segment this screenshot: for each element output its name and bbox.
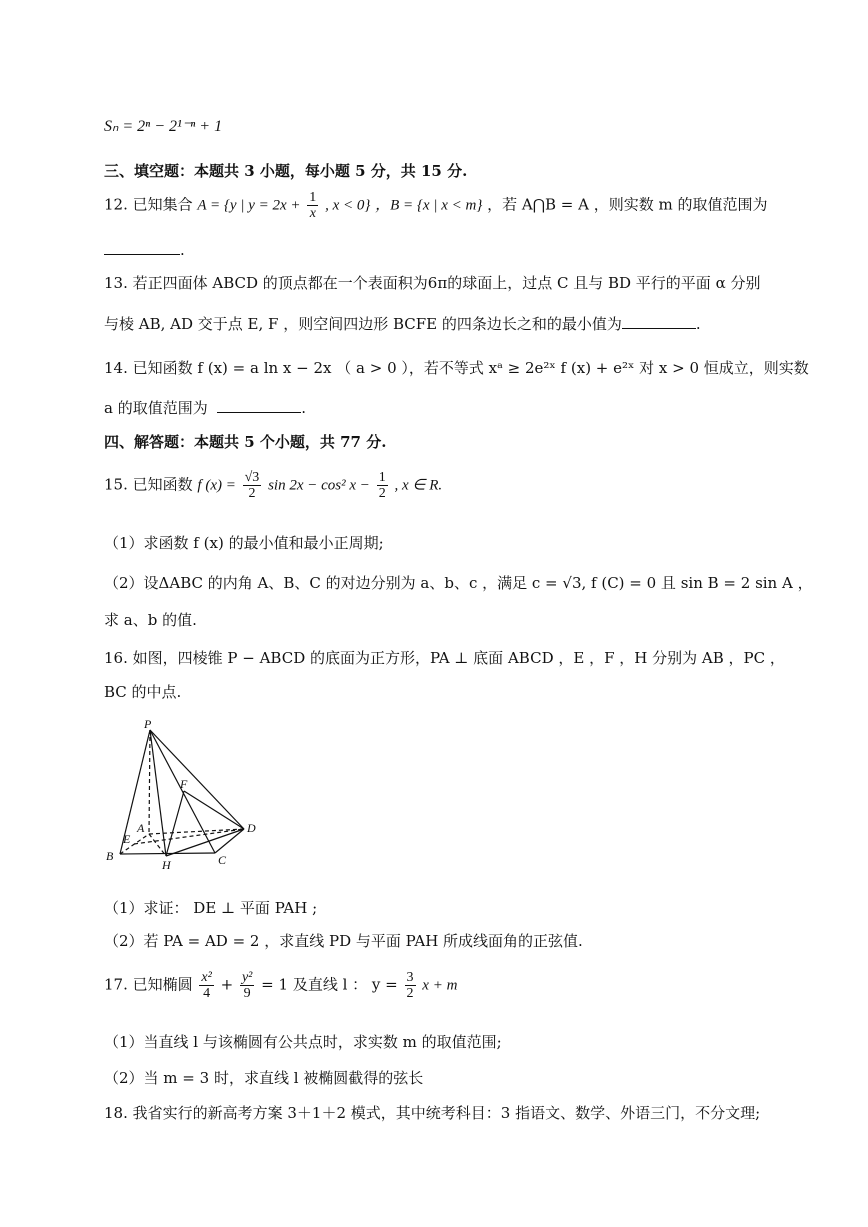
question-13-line1: 13. 若正四面体 ABCD 的顶点都在一个表面积为6π的球面上，过点 C 且与 BD 平行的平面 α 分别 (104, 274, 761, 292)
label-F: F (180, 777, 188, 791)
answer-blank[interactable] (104, 240, 180, 255)
q12-tail: ，若 A⋂B = A ，则实数 m 的取值范围为 (487, 195, 768, 214)
q15-part2: （2）设ΔABC 的内角 A、B、C 的对边分别为 a、b、c ，满足 c = √3, f (C) = 0 且 sin B = 2 sin A ， (104, 574, 813, 592)
answer-blank[interactable] (622, 314, 696, 329)
q15-part1: （1）求函数 f (x) 的最小值和最小正周期; (104, 534, 384, 552)
pyramid-figure (100, 716, 270, 876)
q12-setA: A = {y | y = 2x + (197, 197, 301, 214)
answer-blank[interactable] (217, 398, 301, 413)
question-15: 15. 已知函数 f (x) = $\frac{√3}{2}$ sin 2x − cos² x − $\frac{1}{2}$ , x ∈ R. (104, 470, 443, 501)
label-P: P (144, 717, 152, 731)
question-17: 17. 已知椭圆 $\frac{\text{x²}}{4}$ + $\frac{\text{y²}}{9}$ = 1 及直线 l ： y = $\frac{3}{2}$ x + m (104, 970, 458, 1001)
question-18-line1: 18. 我省实行的新高考方案 3＋1＋2 模式，其中统考科目：3 指语文、数学、外语三门，不分文理; (104, 1104, 761, 1122)
label-H: H (162, 858, 171, 872)
question-14-line1: 14. 已知函数 f (x) = a ln x − 2x （ a > 0 ），若不等式 xᵃ ≥ 2e²ˣ f (x) + e²ˣ 对 x > 0 恒成立，则实数 (104, 359, 809, 377)
sn-formula: Sₙ = 2ⁿ − 2¹⁻ⁿ + 1 (104, 118, 223, 135)
q16-part1: （1）求证： DE ⊥ 平面 PAH ; (104, 899, 318, 917)
label-C: C (218, 853, 227, 867)
q12-fraction: $\frac{1}{x}$ (309, 190, 317, 221)
q17-part1: （1）当直线 l 与该椭圆有公共点时，求实数 m 的取值范围; (104, 1033, 502, 1051)
question-12 (104, 190, 768, 221)
q12-setB: ，B = {x | x < m} (375, 197, 483, 214)
q17-part2: （2）当 m = 3 时，求直线 l 被椭圆截得的弦长 (104, 1069, 424, 1087)
q12-num: 12. 已知集合 (104, 195, 193, 214)
question-14-line2: a 的取值范围为 . (104, 399, 307, 417)
label-D: D (247, 821, 256, 835)
label-B: B (106, 849, 114, 863)
label-E: E (123, 832, 131, 846)
label-A: A (137, 821, 145, 835)
q12-setA-tail: , x < 0} (325, 197, 371, 214)
q15-part2-cont: 求 a、b 的值. (104, 611, 197, 629)
section-3-heading: 三、填空题：本题共 3 小题，每小题 5 分，共 15 分. (104, 162, 468, 180)
question-16-line1: 16. 如图，四棱锥 P − ABCD 的底面为正方形，PA ⊥ 底面 ABCD ，E ，F ，H 分别为 AB ，PC ， (104, 649, 785, 667)
q12-answer-line: . (104, 240, 768, 259)
question-13-line2: 与棱 AB, AD 交于点 E, F ，则空间四边形 BCFE 的四条边长之和的最小值为 . (104, 315, 701, 333)
q16-part2: （2）若 PA = AD = 2 ，求直线 PD 与平面 PAH 所成线面角的正弦值. (104, 932, 583, 950)
question-16-line2: BC 的中点. (104, 683, 182, 701)
section-4-heading: 四、解答题：本题共 5 个小题，共 77 分. (104, 433, 387, 451)
